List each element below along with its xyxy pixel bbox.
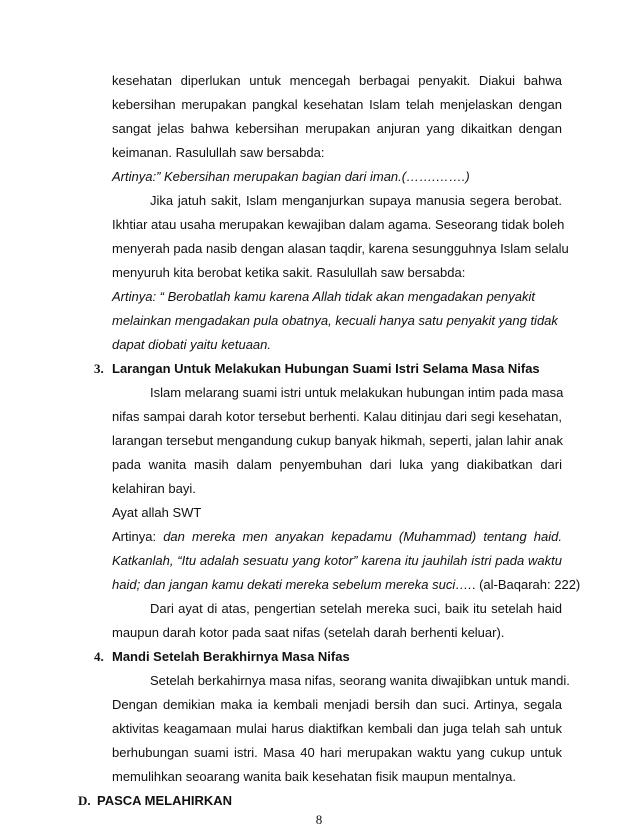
paragraph-line: Setelah berkahirnya masa nifas, seorang wanita diwajibkan untuk mandi.: [150, 673, 570, 688]
chapter-heading: PASCA MELAHIRKAN: [97, 793, 233, 808]
paragraph-line: Islam melarang suami istri untuk melakukan hubungan intim pada masa: [150, 385, 564, 400]
section-number: 3.: [94, 361, 104, 376]
verse-text: dan mereka men anyakan kepadamu (Muhammad) tentang haid.: [163, 529, 563, 544]
paragraph-line: keimanan. Rasulullah saw bersabda:: [112, 145, 325, 160]
artinya-label: Artinya:: [112, 529, 164, 544]
paragraph-line: nifas sampai darah kotor tersebut berhenti. Kalau ditinjau dari segi kesehatan,: [112, 409, 562, 424]
paragraph-line: menyuruh kita berobat ketika sakit. Rasulullah saw bersabda:: [112, 265, 466, 280]
chapter-letter: D.: [78, 793, 91, 808]
verse-text: haid; dan jangan kamu dekati mereka sebelum mereka suci….: [112, 577, 472, 592]
paragraph-line: kesehatan diperlukan untuk mencegah berbagai penyakit. Diakui bahwa: [112, 73, 562, 88]
section-heading: Mandi Setelah Berakhirnya Masa Nifas: [112, 649, 350, 664]
verse-translation-line: [112, 577, 581, 593]
paragraph-line: menyerah pada nasib dengan alasan taqdir, karena sesungguhnya Islam selalu: [112, 241, 569, 256]
paragraph-line: Ayat allah SWT: [112, 505, 202, 520]
hadith-translation: dapat diobati yaitu ketuaan.: [112, 337, 272, 352]
section-heading: Larangan Untuk Melakukan Hubungan Suami Istri Selama Masa Nifas: [112, 361, 540, 376]
hadith-translation: Artinya:” Kebersihan merupakan bagian dari iman.(…….…….): [112, 169, 470, 184]
hadith-translation: Artinya: “ Berobatlah kamu karena Allah tidak akan mengadakan penyakit: [112, 289, 535, 304]
paragraph-line: Jika jatuh sakit, Islam menganjurkan supaya manusia segera berobat.: [150, 193, 562, 208]
verse-reference: . (al-Baqarah: 222): [471, 577, 581, 592]
paragraph-line: Ikhtiar atau usaha merupakan kewajiban dalam agama. Seseorang tidak boleh: [112, 217, 565, 232]
paragraph-line: aktivitas keagamaan mulai harus diaktifkan kembali dan juga telah sah untuk: [112, 721, 562, 736]
paragraph-line: kelahiran bayi.: [112, 481, 196, 496]
verse-translation-line: [112, 529, 562, 545]
page-number: 8: [315, 812, 323, 827]
verse-text: Katkanlah, “Itu adalah sesuatu yang kotor” karena itu jauhilah istri pada waktu: [112, 553, 562, 568]
paragraph-line: Dari ayat di atas, pengertian setelah mereka suci, baik itu setelah haid: [150, 601, 562, 616]
paragraph-line: kebersihan merupakan pangkal kesehatan Islam telah menjelaskan dengan: [112, 97, 562, 112]
hadith-translation: melainkan mengadakan pula obatnya, kecuali hanya satu penyakit yang tidak: [112, 313, 558, 328]
paragraph-line: pada wanita masih dalam penyembuhan dari luka yang diakibatkan dari: [112, 457, 562, 472]
paragraph-line: berhubungan suami istri. Masa 40 hari merupakan waktu yang cukup untuk: [112, 745, 562, 760]
paragraph-line: memulihkan seoarang wanita baik kesehatan fisik maupun mentalnya.: [112, 769, 516, 784]
paragraph-line: Dengan demikian maka ia kembali menjadi bersih dan suci. Artinya, segala: [112, 697, 562, 712]
section-number: 4.: [94, 649, 104, 664]
paragraph-line: maupun darah kotor pada saat nifas (setelah darah berhenti keluar).: [112, 625, 505, 640]
paragraph-line: sangat jelas bahwa kebersihan merupakan anjuran yang dikaitkan dengan: [112, 121, 562, 136]
paragraph-line: larangan tersebut mengandung cukup banyak hikmah, seperti, jalan lahir anak: [112, 433, 563, 448]
